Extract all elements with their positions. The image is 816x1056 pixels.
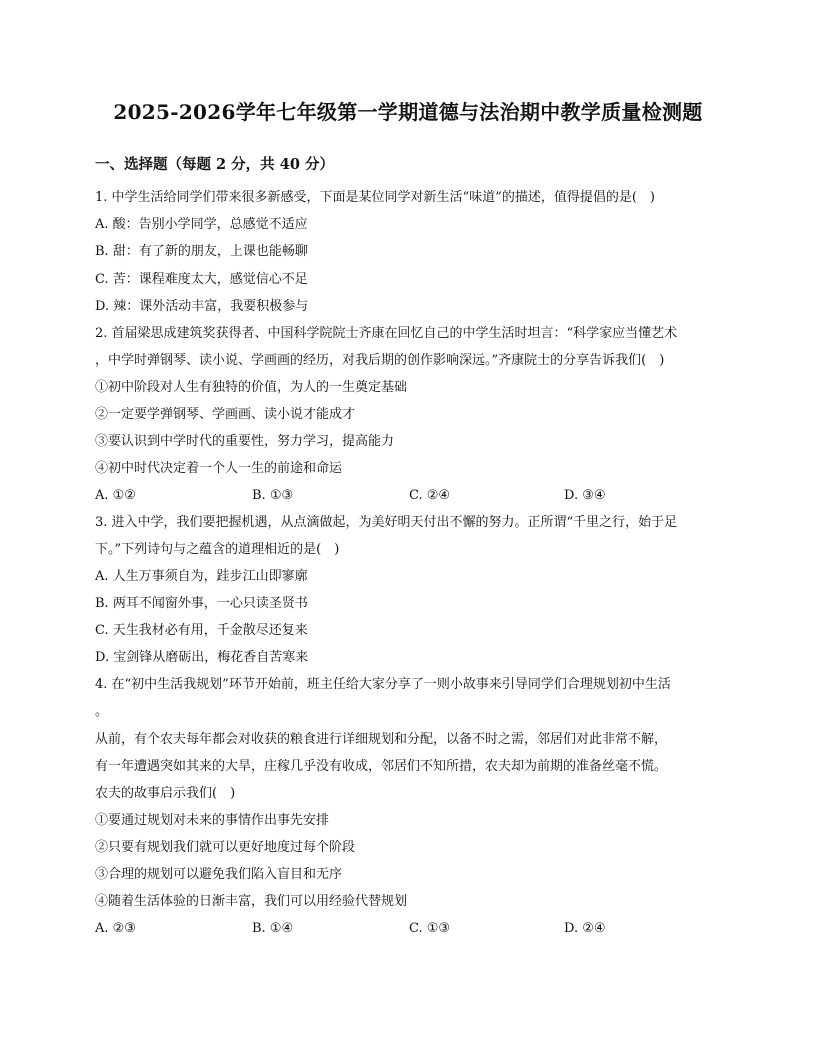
q1-option-a: A. 酸：告别小学同学，总感觉不适应 <box>95 217 308 232</box>
q4-story-line2: 有一年遭遇突如其来的大旱，庄稼几乎没有收成，邻居们不知所措，农夫却为前期的准备丝毫不慌。 <box>95 759 668 774</box>
q3-option-c: C. 天生我材必有用，千金散尽还复来 <box>95 623 308 638</box>
q2-statement-2: ②一定要学弹钢琴、学画画、读小说才能成才 <box>95 407 356 422</box>
q4-statement-2: ②只要有规划我们就可以更好地度过每个阶段 <box>95 840 356 855</box>
q3-option-a: A. 人生万事须自为，跬步江山即寥廓 <box>95 569 308 584</box>
section-heading: 一、选择题（每题 2 分，共 40 分） <box>95 156 334 173</box>
q1-stem: 1. 中学生活给同学们带来很多新感受，下面是某位同学对新生活“味道”的描述，值得提倡的是( ) <box>95 190 655 205</box>
q4-statement-4: ④随着生活体验的日渐丰富，我们可以用经验代替规划 <box>95 894 408 909</box>
q2-statement-4: ④初中时代决定着一个人一生的前途和命运 <box>95 461 343 476</box>
q2-stem-line2: ，中学时弹钢琴、读小说、学画画的经历，对我后期的创作影响深远。”齐康院士的分享告诉我们( ) <box>95 353 665 368</box>
q1-option-b: B. 甜：有了新的朋友，上课也能畅聊 <box>95 244 308 259</box>
q3-option-b: B. 两耳不闻窗外事，一心只读圣贤书 <box>95 596 308 611</box>
q2-option-c: C. ②④ <box>409 488 451 503</box>
q3-stem-line2: 下。”下列诗句与之蕴含的道理相近的是( ) <box>95 542 340 557</box>
q2-option-b: B. ①③ <box>252 488 294 503</box>
page-title: 2025-2026学年七年级第一学期道德与法治期中教学质量检测题 <box>113 100 703 124</box>
q4-option-b: B. ①④ <box>252 921 294 936</box>
q2-option-a: A. ①② <box>95 488 136 503</box>
q4-statement-3: ③合理的规划可以避免我们陷入盲目和无序 <box>95 867 343 882</box>
q1-option-c: C. 苦：课程难度太大，感觉信心不足 <box>95 272 308 287</box>
q3-stem-line1: 3. 进入中学，我们要把握机遇，从点滴做起，为美好明天付出不懈的努力。正所谓“千里之行，始于足 <box>95 515 678 530</box>
q4-stem-line1: 4. 在“初中生活我规划”环节开始前，班主任给大家分享了一则小故事来引导同学们合理规划初中生活 <box>95 677 671 692</box>
q4-question: 农夫的故事启示我们( ) <box>95 786 236 801</box>
q4-stem-line2: 。 <box>95 704 109 719</box>
q4-option-a: A. ②③ <box>95 921 136 936</box>
q4-option-c: C. ①③ <box>409 921 451 936</box>
q2-statement-1: ①初中阶段对人生有独特的价值，为人的一生奠定基础 <box>95 380 408 395</box>
q2-statement-3: ③要认识到中学时代的重要性，努力学习，提高能力 <box>95 434 395 449</box>
q3-option-d: D. 宝剑锋从磨砺出，梅花香自苦寒来 <box>95 650 309 665</box>
q4-option-d: D. ②④ <box>564 921 606 936</box>
q4-story-line1: 从前，有个农夫每年都会对收获的粮食进行详细规划和分配，以备不时之需，邻居们对此非常不解， <box>95 732 668 747</box>
q2-option-d: D. ③④ <box>564 488 606 503</box>
q2-stem-line1: 2. 首届梁思成建筑奖获得者、中国科学院院士齐康在回忆自己的中学生活时坦言：“科学家应当懂艺术 <box>95 326 678 341</box>
q1-option-d: D. 辣：课外活动丰富，我要积极参与 <box>95 299 309 314</box>
q4-statement-1: ①要通过规划对未来的事情作出事先安排 <box>95 813 330 828</box>
